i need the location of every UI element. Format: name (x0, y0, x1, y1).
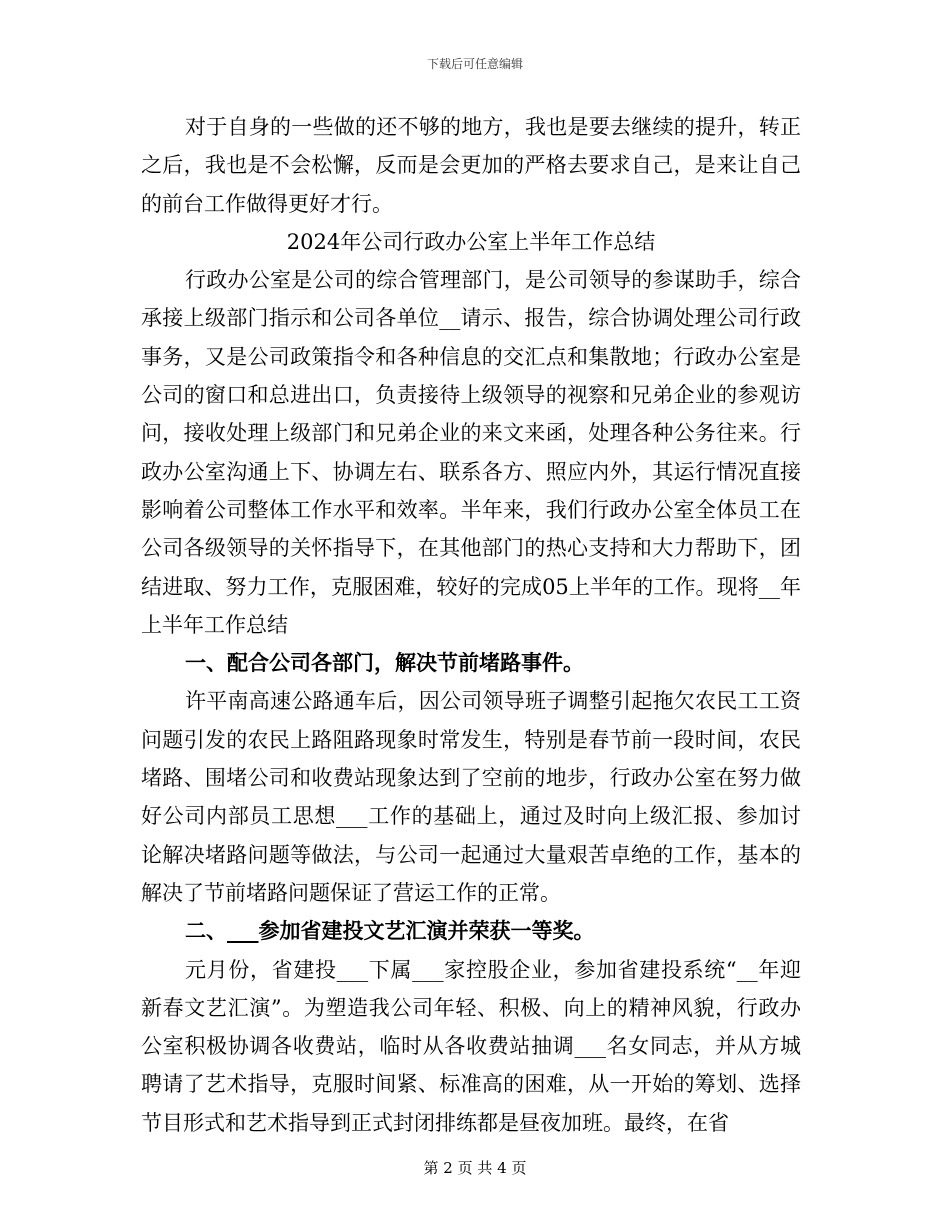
page-number: 第 2 页 共 4 页 (423, 1159, 527, 1177)
section-heading: 二、___参加省建投文艺汇演并荣获一等奖。 (185, 919, 595, 944)
paragraph: 元月份，省建投___下属___家控股企业，参加省建投系统“__年迎新春文艺汇演”。为塑造我公司年轻、积极、向上的精神风貌，行政办公室积极协调各收费站，临时从各收费站抽调___名女同志，并从方城聘请了艺术指导，克服时间紧、标准高的困难，从一开始的筹划、选择节目形式和艺术指导到正式封闭排练都是昼夜加班。最终，在省 (141, 957, 801, 1135)
page-header: 下载后可任意编辑 (426, 57, 523, 71)
paragraph: 行政办公室是公司的综合管理部门，是公司领导的参谋助手，综合承接上级部门指示和公司各单位__请示、报告，综合协调处理公司行政事务，又是公司政策指令和各种信息的交汇点和集散地；行政办公室是公司的窗口和总进出口，负责接待上级领导的视察和兄弟企业的参观访问，接收处理上级部门和兄弟企业的来文来函，处理各种公务往来。行政办公室沟通上下、协调左右、联系各方、照应内外，其运行情况直接影响着公司整体工作水平和效率。半年来，我们行政办公室全体员工在公司各级领导的关怀指导下，在其他部门的热心支持和大力帮助下，团结进取、努力工作，克服困难，较好的完成05上半年的工作。现将__年上半年工作总结 (141, 268, 801, 637)
document-body (141, 108, 801, 1142)
section-heading: 一、配合公司各部门，解决节前堵路事件。 (185, 651, 584, 676)
paragraph: 对于自身的一些做的还不够的地方，我也是要去继续的提升，转正之后，我也是不会松懈，反而是会更加的严格去要求自己，是来让自己的前台工作做得更好才行。 (141, 115, 801, 216)
document-title: 2024年公司行政办公室上半年工作总结 (286, 229, 656, 254)
paragraph: 许平南高速公路通车后，因公司领导班子调整引起拖欠农民工工资问题引发的农民上路阻路现象时常发生，特别是春节前一段时间，农民堵路、围堵公司和收费站现象达到了空前的地步，行政办公室在努力做好公司内部员工思想___工作的基础上，通过及时向上级汇报、参加讨论解决堵路问题等做法，与公司一起通过大量艰苦卓绝的工作，基本的解决了节前堵路问题保证了营运工作的正常。 (141, 689, 801, 905)
